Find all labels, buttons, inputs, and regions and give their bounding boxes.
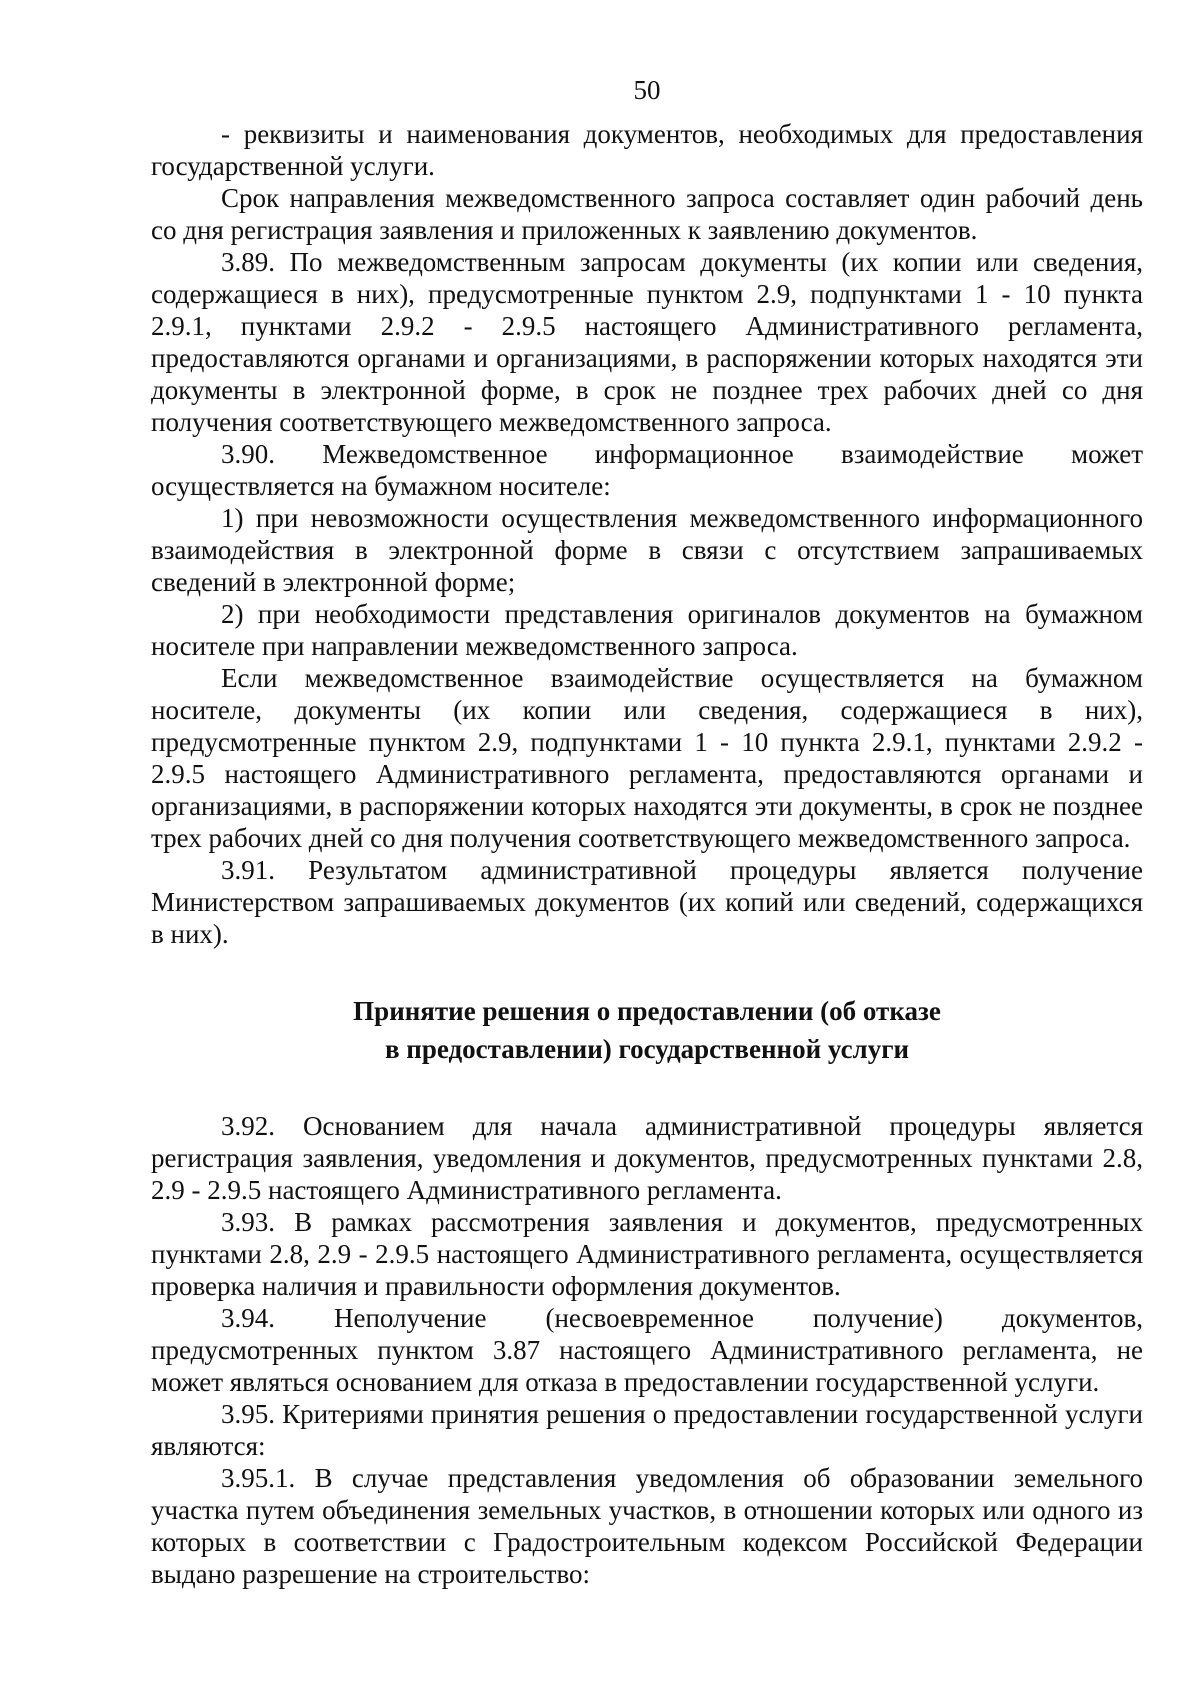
paragraph-request-deadline: Срок направления межведомственного запроса составляет один рабочий день со дня регистрация заявления и приложенных к заявлению документов. bbox=[151, 183, 1143, 245]
paragraph-requisites: - реквизиты и наименования документов, необходимых для предоставления государственной услуги. bbox=[151, 119, 1143, 181]
section-heading-line-2: в предоставлении) государственной услуги bbox=[384, 1034, 910, 1064]
document-page bbox=[151, 70, 1143, 1590]
paragraph-3-92: 3.92. Основанием для начала административной процедуры является регистрация заявления, уведомления и документов, предусмотренных пунктами 2.8, 2.9 - 2.9.5 настоящего Административного регламента. bbox=[151, 1111, 1143, 1205]
paragraph-3-90-item-1: 1) при невозможности осуществления межведомственного информационного взаимодействия в электронной форме в связи с отсутствием запрашиваемых сведений в электронной форме; bbox=[151, 503, 1143, 597]
section-heading-line-1: Принятие решения о предоставлении (об отказе bbox=[353, 996, 941, 1026]
paragraph-3-93: 3.93. В рамках рассмотрения заявления и документов, предусмотренных пунктами 2.8, 2.9 - 2.9.5 настоящего Административного регламента, осуществляется проверка наличия и правильности оформления документов. bbox=[151, 1207, 1143, 1301]
paragraph-3-90: 3.90. Межведомственное информационное взаимодействие может осуществляется на бумажном носителе: bbox=[151, 439, 1143, 501]
paragraph-3-95: 3.95. Критериями принятия решения о предоставлении государственной услуги являются: bbox=[151, 1399, 1143, 1461]
page-number: 50 bbox=[633, 75, 661, 105]
paragraph-3-89: 3.89. По межведомственным запросам документы (их копии или сведения, содержащиеся в них), предусмотренные пунктом 2.9, подпунктами 1 - 10 пункта 2.9.1, пунктами 2.9.2 - 2.9.5 настоящего Административного регламента, предоставляются органами и организациями, в распоряжении которых находятся эти документы в электронной форме, в срок не позднее трех рабочих дней со дня получения соответствующего межведомственного запроса. bbox=[151, 247, 1143, 437]
section-heading bbox=[151, 992, 1143, 1068]
paragraph-3-95-1: 3.95.1. В случае представления уведомления об образовании земельного участка путем объединения земельных участков, в отношении которых или одного из которых в соответствии с Градостроительным кодексом Российской Федерации выдано разрешение на строительство: bbox=[151, 1463, 1143, 1589]
paragraph-3-90-item-2: 2) при необходимости представления оригиналов документов на бумажном носителе при направлении межведомственного запроса. bbox=[151, 599, 1143, 661]
paragraph-3-94: 3.94. Неполучение (несвоевременное получение) документов, предусмотренных пунктом 3.87 настоящего Административного регламента, не может являться основанием для отказа в предоставлении государственной услуги. bbox=[151, 1303, 1143, 1397]
paragraph-paper-interaction: Если межведомственное взаимодействие осуществляется на бумажном носителе, документы (их копии или сведения, содержащиеся в них), предусмотренные пунктом 2.9, подпунктами 1 - 10 пункта 2.9.1, пунктами 2.9.2 - 2.9.5 настоящего Административного регламента, предоставляются органами и организациями, в распоряжении которых находятся эти документы, в срок не позднее трех рабочих дней со дня получения соответствующего межведомственного запроса. bbox=[151, 663, 1143, 853]
paragraph-3-91: 3.91. Результатом административной процедуры является получение Министерством запрашиваемых документов (их копий или сведений, содержащихся в них). bbox=[151, 855, 1143, 949]
